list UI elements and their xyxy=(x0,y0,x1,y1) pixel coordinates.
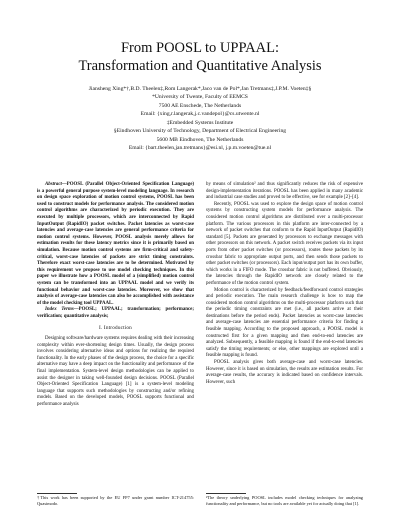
paper-title-line-1: From POOSL to UPPAAL: xyxy=(120,40,280,56)
right-column xyxy=(206,182,363,386)
affiliation-line: *University of Twente, Faculty of EEMCS xyxy=(152,94,248,100)
affiliation-line: 5600 MB Eindhoven, The Netherlands xyxy=(156,136,244,143)
index-terms-text: —POOSL; UPPAAL; transformation; performance; verification; quantitative analysis; xyxy=(37,307,194,319)
left-column xyxy=(37,182,194,409)
abstract xyxy=(37,182,194,307)
body-paragraph: POOSL analysis gives both average-case and worst-case latencies. However, since it is based on simulation, the results are estimation results. For average-case results, the accuracy is indicated based on confidence intervals. However, such xyxy=(206,360,363,385)
intro-paragraph: Designing software/hardware systems requires dealing with their increasing complexity within ever-shortening design times. Usually, the design process involves considering alternative ideas and options for realizing the required functionality. In the early phases of the design process, the choice for a specific alternative may have a deep impact on the functionality and performance of the final implementation. System-level design methodologies can be applied to assist the designer in taking well-founded design decisions. POOSL (Parallel Object-Oriented Specification Language) [1] is a system-level modeling language that supports such methodologies by constructing and/or refining models. Based on the developed models, POOSL supports functional and performance analysis xyxy=(37,336,194,407)
affiliations xyxy=(10,93,390,153)
body-paragraph: by means of simulation² and thus significantly reduces the risk of expensive design-implementation iterations. POOSL has been applied in many academic and industrial case studies and proved to be effective, see for example [2]–[4]. xyxy=(206,182,363,201)
abstract-text: —POOSL (Parallel Object-Oriented Specification Language) is a powerful general purpose system-level modeling language. In research on design space exploration of motion control systems, POOSL has been used to construct models for performance analysis. The considered motion control algorithms are characterized by periodic execution. They are executed by multiple processors, which are interconnected by Rapid InputOutput (RapidIO) packet switches. Packet latencies as worst-case latencies and average-case latencies are general performance criteria for motion control systems. However, POOSL analysis merely allows for estimation results for these latency metrics since it is primarily based on simulation. Because motion control systems are firm-critical and safety-critical, worst-case latencies of packets are strict timing constraints. Therefore exact worst-case latencies are to be determined. Motivated by this requirement we propose to use model checking techniques. In this paper we illustrate how a POOSL model of a (simplified) motion control system can be transformed into an UPPAAL model and we verify its functional behavior and worst-case latencies. Moreover, we show that analysis of average-case latencies can also be accomplished with assistance of the model checking tool UPPAAL. xyxy=(37,182,194,306)
affiliation-email: Email: {bart.theelen,jan.tretmans}@esi.nl, j.p.m.voeten@tue.nl xyxy=(128,145,272,151)
affiliation-line: ‡Embedded Systems Institute xyxy=(166,119,234,126)
index-terms xyxy=(37,307,194,320)
paper-title-line-2: Transformation and Quantitative Analysis xyxy=(78,58,322,74)
index-terms-label: Index Terms xyxy=(45,307,74,313)
affiliation-line: 7500 AE Enschede, The Netherlands xyxy=(158,102,242,109)
footnote-rule xyxy=(37,493,77,494)
footnote-left: †This work has been supported by the EU FP7 under grant number ICT-214755: Quasimodo. xyxy=(37,495,194,506)
affiliation-email: Email: {xing,r.langerak,j.c.vandepol}@cs.utwente.nl xyxy=(140,111,260,117)
author-list: Jiansheng Xing*†,B.D. Theelen‡,Rom Langerak*,Jaco van de Pol*,Jan Tretmans‡,J.P.M. Voeten‡§ xyxy=(88,86,312,92)
footnote-rule xyxy=(206,493,246,494)
body-paragraph: Motion control is characterized by feedback/feedforward control strategies and periodic execution. The main research challenge is how to map the considered motion control algorithms on the multi-processor platform such that the periodic timing constraints are met (i.e., all packets arrive at their destinations before the period ends). Packet latencies as worst-case latencies and average-case latencies are essential performance criteria for finding a feasible mapping. According to the proposed approach, a POOSL model is constructed first for a given mapping and then end-to-end latencies are analyzed. Subsequently, a feasible mapping is found if the end-to-end latencies satisfy the timing requirements; or else, other mappings are explored until a feasible mapping is found. xyxy=(206,287,363,359)
footnote-right: ²The theory underlying POOSL includes model checking techniques for analyzing functionality and performance, but no tools are available yet for actually doing that [1]. xyxy=(206,495,363,506)
section-heading: I. Introduction xyxy=(99,325,132,332)
affiliation-line: §Eindhoven University of Technology, Department of Electrical Engineering xyxy=(113,128,287,134)
body-paragraph: Recently, POOSL was used to explore the design space of motion control systems by constructing system models for performance analysis. The considered motion control algorithms are distributed over a multi-processor platform. The various processors in this platform are inter-connected by a network of packet switches that conform to the Rapid InputOutput (RapidIO) standard [5]. Packets are generated by processors to exchange messages with other processors on this network. A packet switch receives packets via its input ports from other packet switches (or processors), routes these packets by its crossbar fabric to appropriate output ports, and then sends those packets to other packet switches (or processors). Each input/output port has its own buffer, which works in a FIFO mode. The crossbar fabric is not buffered. Obviously, the latencies through the RapidIO network are closely related to the performance of the motion control system. xyxy=(206,201,363,286)
abstract-label: Abstract xyxy=(45,182,62,187)
